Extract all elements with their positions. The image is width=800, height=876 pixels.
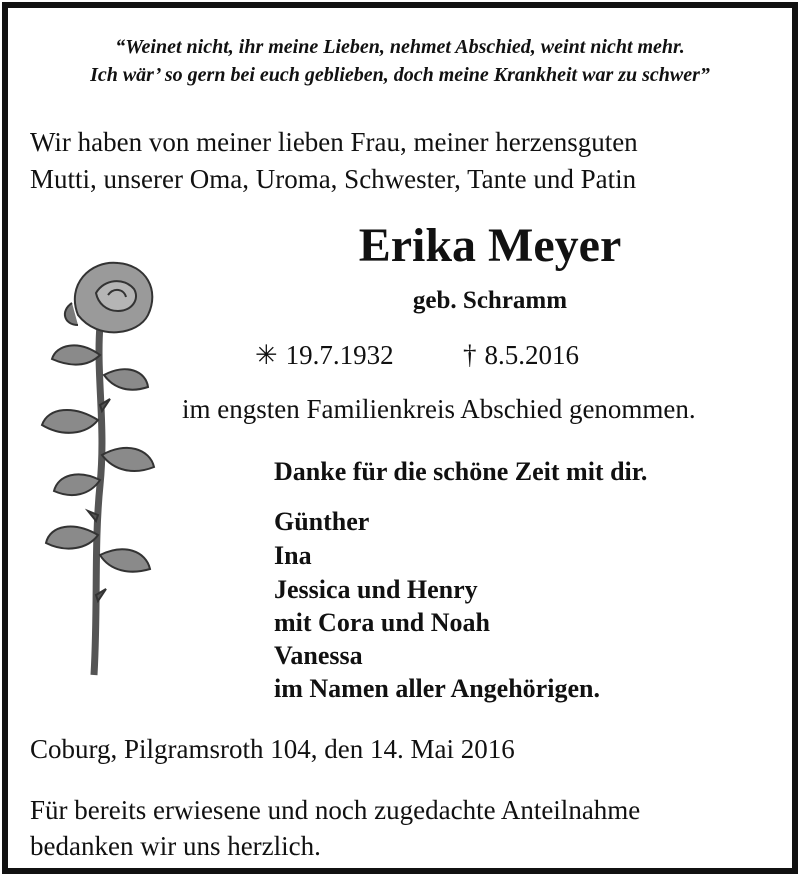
signatory: Vanessa [274,641,363,670]
thanks-text: Danke für die schöne Zeit mit dir. [274,457,648,486]
death-cross-icon: † [463,340,477,370]
motto-line-1: “Weinet nicht, ihr meine Lieben, nehmet Abschied, weint nicht mehr. [115,36,685,58]
signatory: Ina [274,541,312,570]
signatory: Günther [274,507,370,536]
place-date: Coburg, Pilgramsroth 104, den 14. Mai 2016 [30,734,515,764]
death-date: 8.5.2016 [484,340,579,370]
intro-line-2: Mutti, unserer Oma, Uroma, Schwester, Tante und Patin [30,164,637,194]
birth-star-icon: ✳ [255,340,278,370]
motto-line-2: Ich wär’ so gern bei euch geblieben, doch meine Krankheit war zu schwer” [90,64,710,86]
birth-date-group [255,340,394,371]
death-date-group [463,340,579,371]
birth-date: 19.7.1932 [285,340,394,370]
intro-line-1: Wir haben von meiner lieben Frau, meiner herzensguten [30,127,638,157]
signatory: Jessica und Henry [274,575,478,604]
rose-icon [38,255,168,695]
closing-line-2: bedanken wir uns herzlich. [30,831,321,861]
farewell-text: im engsten Familienkreis Abschied genommen. [182,394,696,424]
birth-name: geb. Schramm [412,287,568,314]
signatory: mit Cora und Noah [274,608,490,637]
deceased-name: Erika Meyer [358,219,622,272]
closing-line-1: Für bereits erwiesene und noch zugedachte Anteilnahme [30,795,641,825]
signatory: im Namen aller Angehörigen. [274,674,600,703]
